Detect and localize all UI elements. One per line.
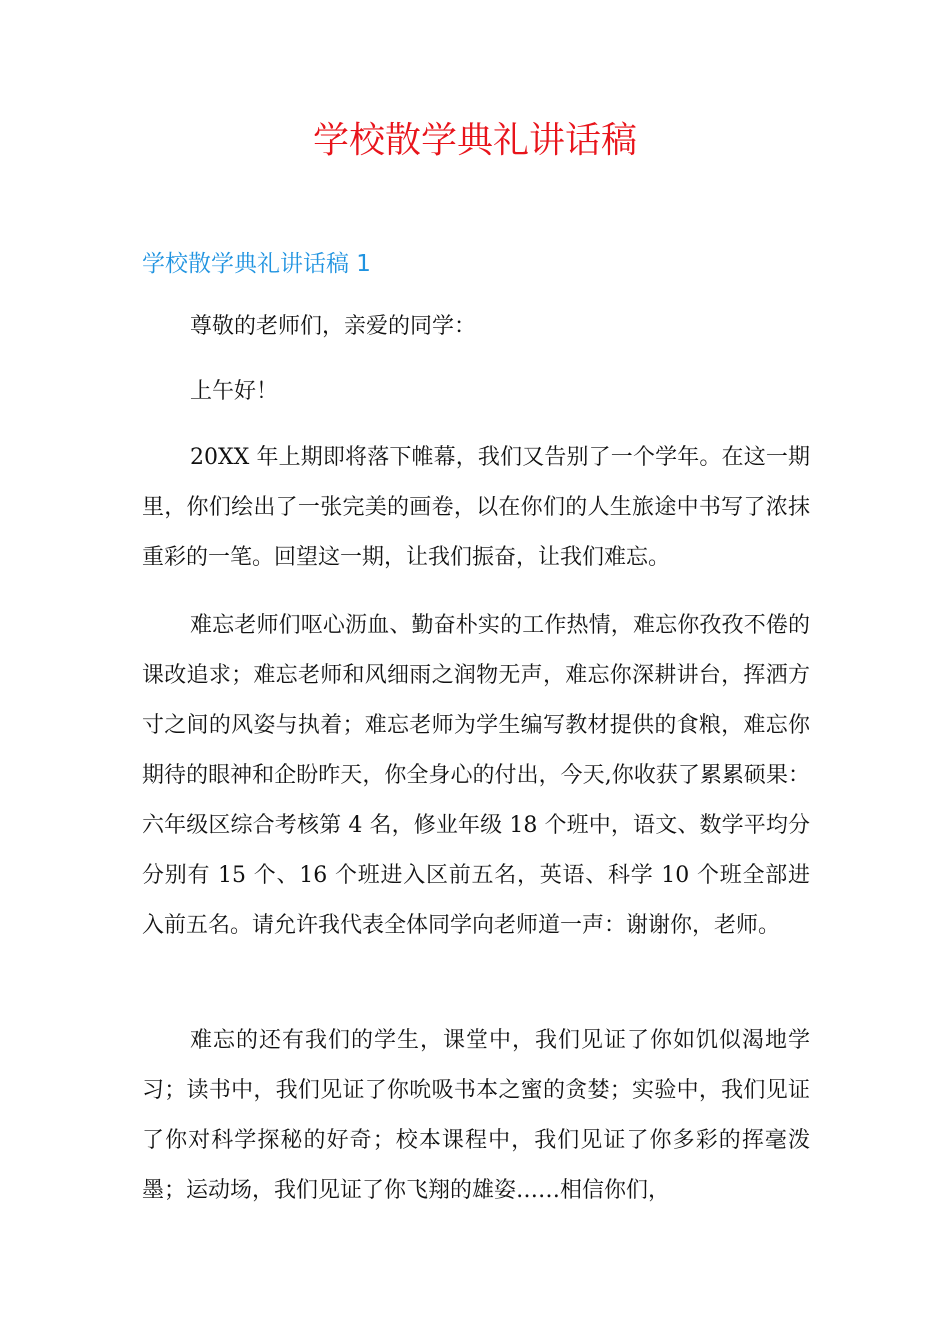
paragraph-body-3: 难忘的还有我们的学生，课堂中，我们见证了你如饥似渴地学习；读书中，我们见证了你吮吸书本之蜜的贪婪；实验中，我们见证了你对科学探秘的好奇；校本课程中，我们见证了你多彩的挥毫泼墨；运动场，我们见证了你飞翔的雄姿……相信你们， (142, 1028, 810, 1203)
paragraph-body-2: 难忘老师们呕心沥血、勤奋朴实的工作热情，难忘你孜孜不倦的课改追求；难忘老师和风细雨之润物无声，难忘你深耕讲台，挥洒方寸之间的风姿与执着；难忘老师为学生编写教材提供的食粮，难忘你期待的眼神和企盼昨天，你全身心的付出，今天,你收获了累累硕果：六年级区综合考核第 4 名，修业年级 18 个班中，语文、数学平均分分别有 15 个、16 个班进入区前五名，英语、科学 10 个班全部进入前五名。请允许我代表全体同学向老师道一声：谢谢你，老师。 (142, 613, 810, 938)
document-title: 学校散学典礼讲话稿 (312, 120, 637, 161)
paragraph-greeting: 上午好！ (190, 379, 279, 404)
paragraph-body-1: 20XX 年上期即将落下帷幕，我们又告别了一个学年。在这一期里，你们绘出了一张完美的画卷，以在你们的人生旅途中书写了浓抹重彩的一笔。回望这一期，让我们振奋，让我们难忘。 (142, 445, 810, 570)
section-heading: 学校散学典礼讲话稿 1 (142, 251, 371, 277)
paragraph-salutation: 尊敬的老师们，亲爱的同学： (190, 314, 477, 339)
